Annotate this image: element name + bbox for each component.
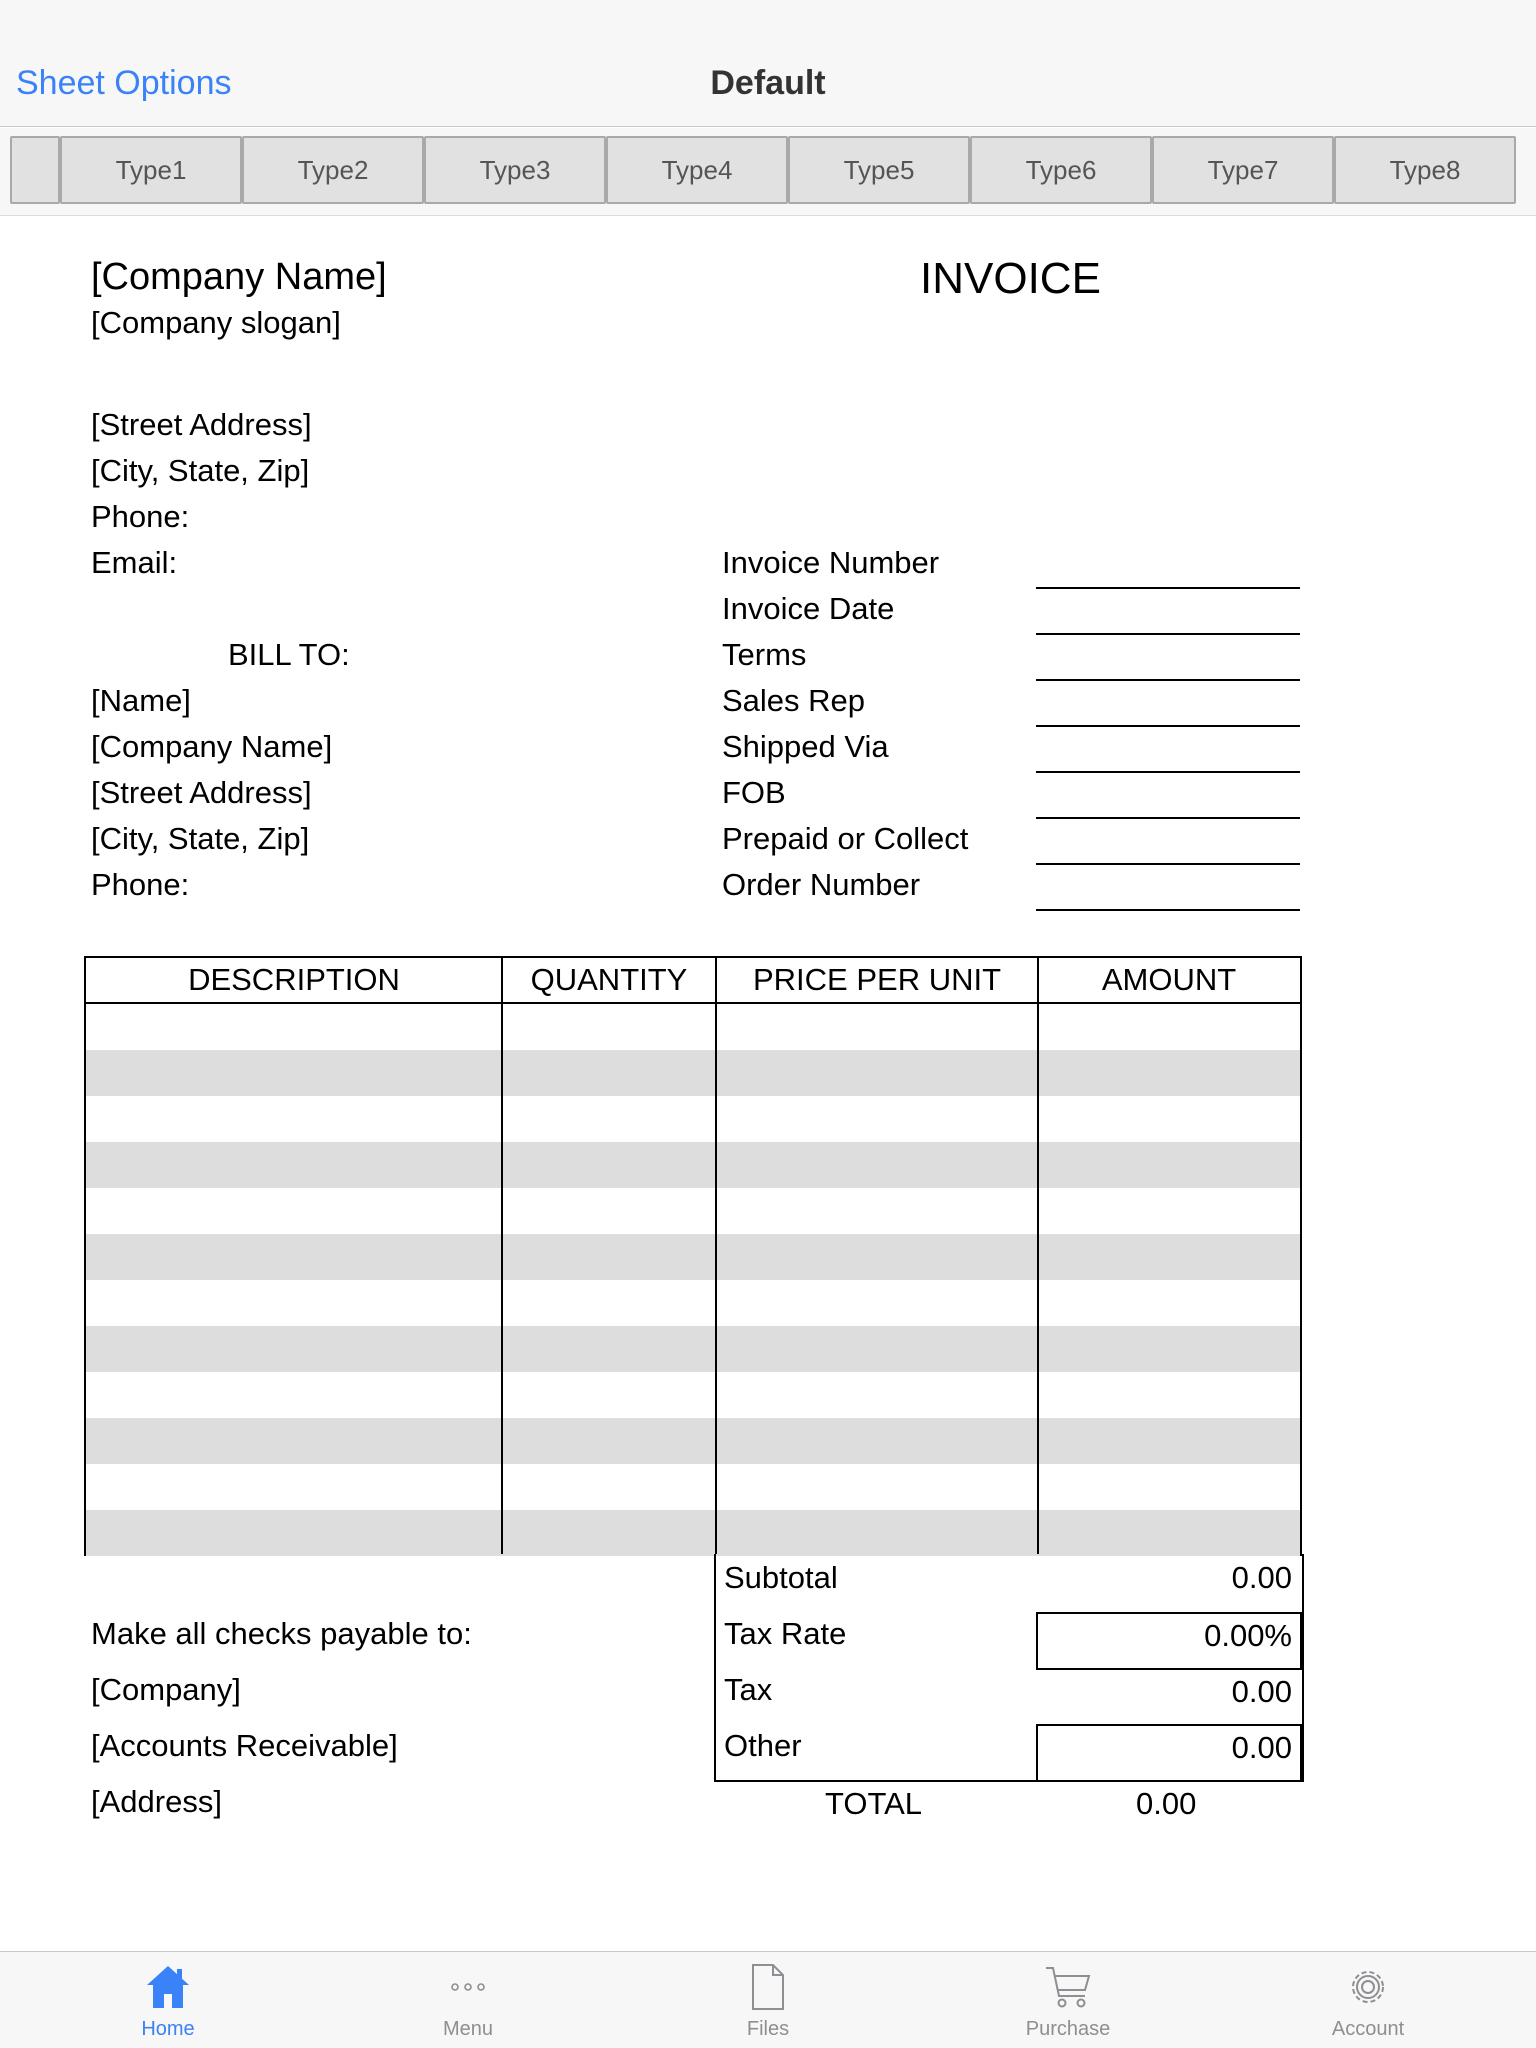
tab-account-label: Account [1331,2018,1405,2040]
other-label: Other [724,1728,802,1763]
column-divider [715,958,717,1554]
sender-city[interactable]: [City, State, Zip] [91,453,310,488]
type-tab-2[interactable]: Type2 [242,136,424,204]
items-table [84,956,1302,1556]
header-description: DESCRIPTION [188,962,400,997]
sender-slogan[interactable]: [Company slogan] [91,305,341,340]
bill-to-name[interactable]: [Name] [91,683,191,718]
tab-menu-label: Menu [442,2018,494,2040]
tab-files-label: Files [746,2018,790,2040]
payable-address[interactable]: [Address] [91,1784,222,1819]
type-tab-6[interactable]: Type6 [970,136,1152,204]
tax-rate-label: Tax Rate [724,1616,847,1651]
payable-accounts[interactable]: [Accounts Receivable] [91,1728,398,1763]
sender-phone[interactable]: Phone: [91,499,190,534]
type-tab-5[interactable]: Type5 [788,136,970,204]
tab-purchase-label: Purchase [1025,2018,1111,2040]
gear-icon [1343,1962,1393,2012]
table-row[interactable] [86,1234,1300,1280]
sales-rep-input-line[interactable] [1036,725,1300,727]
table-header [86,958,1300,1004]
field-invoice-date: Invoice Date [722,591,895,626]
header-quantity: QUANTITY [530,962,688,997]
type-tab-4[interactable]: Type4 [606,136,788,204]
nav-bar [0,0,1536,127]
type-tab-7[interactable]: Type7 [1152,136,1334,204]
type-tab-1[interactable]: Type1 [60,136,242,204]
sender-company-name[interactable]: [Company Name] [91,256,387,298]
bill-to-street[interactable]: [Street Address] [91,775,312,810]
tax-label: Tax [724,1672,773,1707]
total-label: TOTAL [825,1786,923,1821]
table-row[interactable] [86,1510,1300,1556]
sender-email[interactable]: Email: [91,545,178,580]
table-row[interactable] [86,1326,1300,1372]
field-shipped-via: Shipped Via [722,729,889,764]
payable-label: Make all checks payable to: [91,1616,472,1651]
invoice-date-input-line[interactable] [1036,633,1300,635]
tab-purchase[interactable] [968,1952,1168,2048]
sender-street[interactable]: [Street Address] [91,407,312,442]
table-row[interactable] [86,1418,1300,1464]
bill-to-company[interactable]: [Company Name] [91,729,333,764]
header-amount: AMOUNT [1101,962,1237,997]
column-divider [501,958,503,1554]
bill-to-phone[interactable]: Phone: [91,867,190,902]
tab-bar [0,1951,1536,2048]
field-order-number: Order Number [722,867,921,902]
tax-rate-value: 0.00% [1204,1618,1292,1653]
tab-menu[interactable] [368,1952,568,2048]
field-prepaid-or-collect: Prepaid or Collect [722,821,969,856]
tab-files[interactable] [668,1952,868,2048]
total-value: 0.00 [1136,1786,1197,1821]
field-invoice-number: Invoice Number [722,545,940,580]
shipped-via-input-line[interactable] [1036,771,1300,773]
other-value: 0.00 [1231,1730,1292,1765]
sheet-options-button[interactable]: Sheet Options [16,64,232,102]
subtotal-value: 0.00 [1231,1560,1292,1595]
field-fob: FOB [722,775,786,810]
field-terms: Terms [722,637,807,672]
subtotal-label: Subtotal [724,1560,838,1595]
tab-account[interactable] [1268,1952,1468,2048]
type-selector-bar [0,128,1536,216]
table-row[interactable] [86,1142,1300,1188]
column-divider [1037,958,1039,1554]
fob-input-line[interactable] [1036,817,1300,819]
type-tab-3[interactable]: Type3 [424,136,606,204]
invoice-number-input-line[interactable] [1036,587,1300,589]
more-icon [443,1962,493,2012]
tab-home[interactable] [68,1952,268,2048]
payable-company[interactable]: [Company] [91,1672,241,1707]
invoice-title: INVOICE [920,254,1101,303]
page-title: Default [710,64,826,102]
field-sales-rep: Sales Rep [722,683,866,718]
terms-input-line[interactable] [1036,679,1300,681]
document-icon [743,1962,793,2012]
tax-value: 0.00 [1231,1674,1292,1709]
table-row[interactable] [86,1050,1300,1096]
type-tab-8[interactable]: Type8 [1334,136,1516,204]
tab-home-label: Home [141,2018,195,2040]
cart-icon [1043,1962,1093,2012]
prepaid-or-collect-input-line[interactable] [1036,863,1300,865]
order-number-input-line[interactable] [1036,909,1300,911]
bill-to-heading: BILL TO: [228,637,350,672]
type-tab-partial[interactable] [10,136,60,204]
header-price-per-unit: PRICE PER UNIT [752,962,1002,997]
home-icon [143,1962,193,2012]
bill-to-city[interactable]: [City, State, Zip] [91,821,310,856]
